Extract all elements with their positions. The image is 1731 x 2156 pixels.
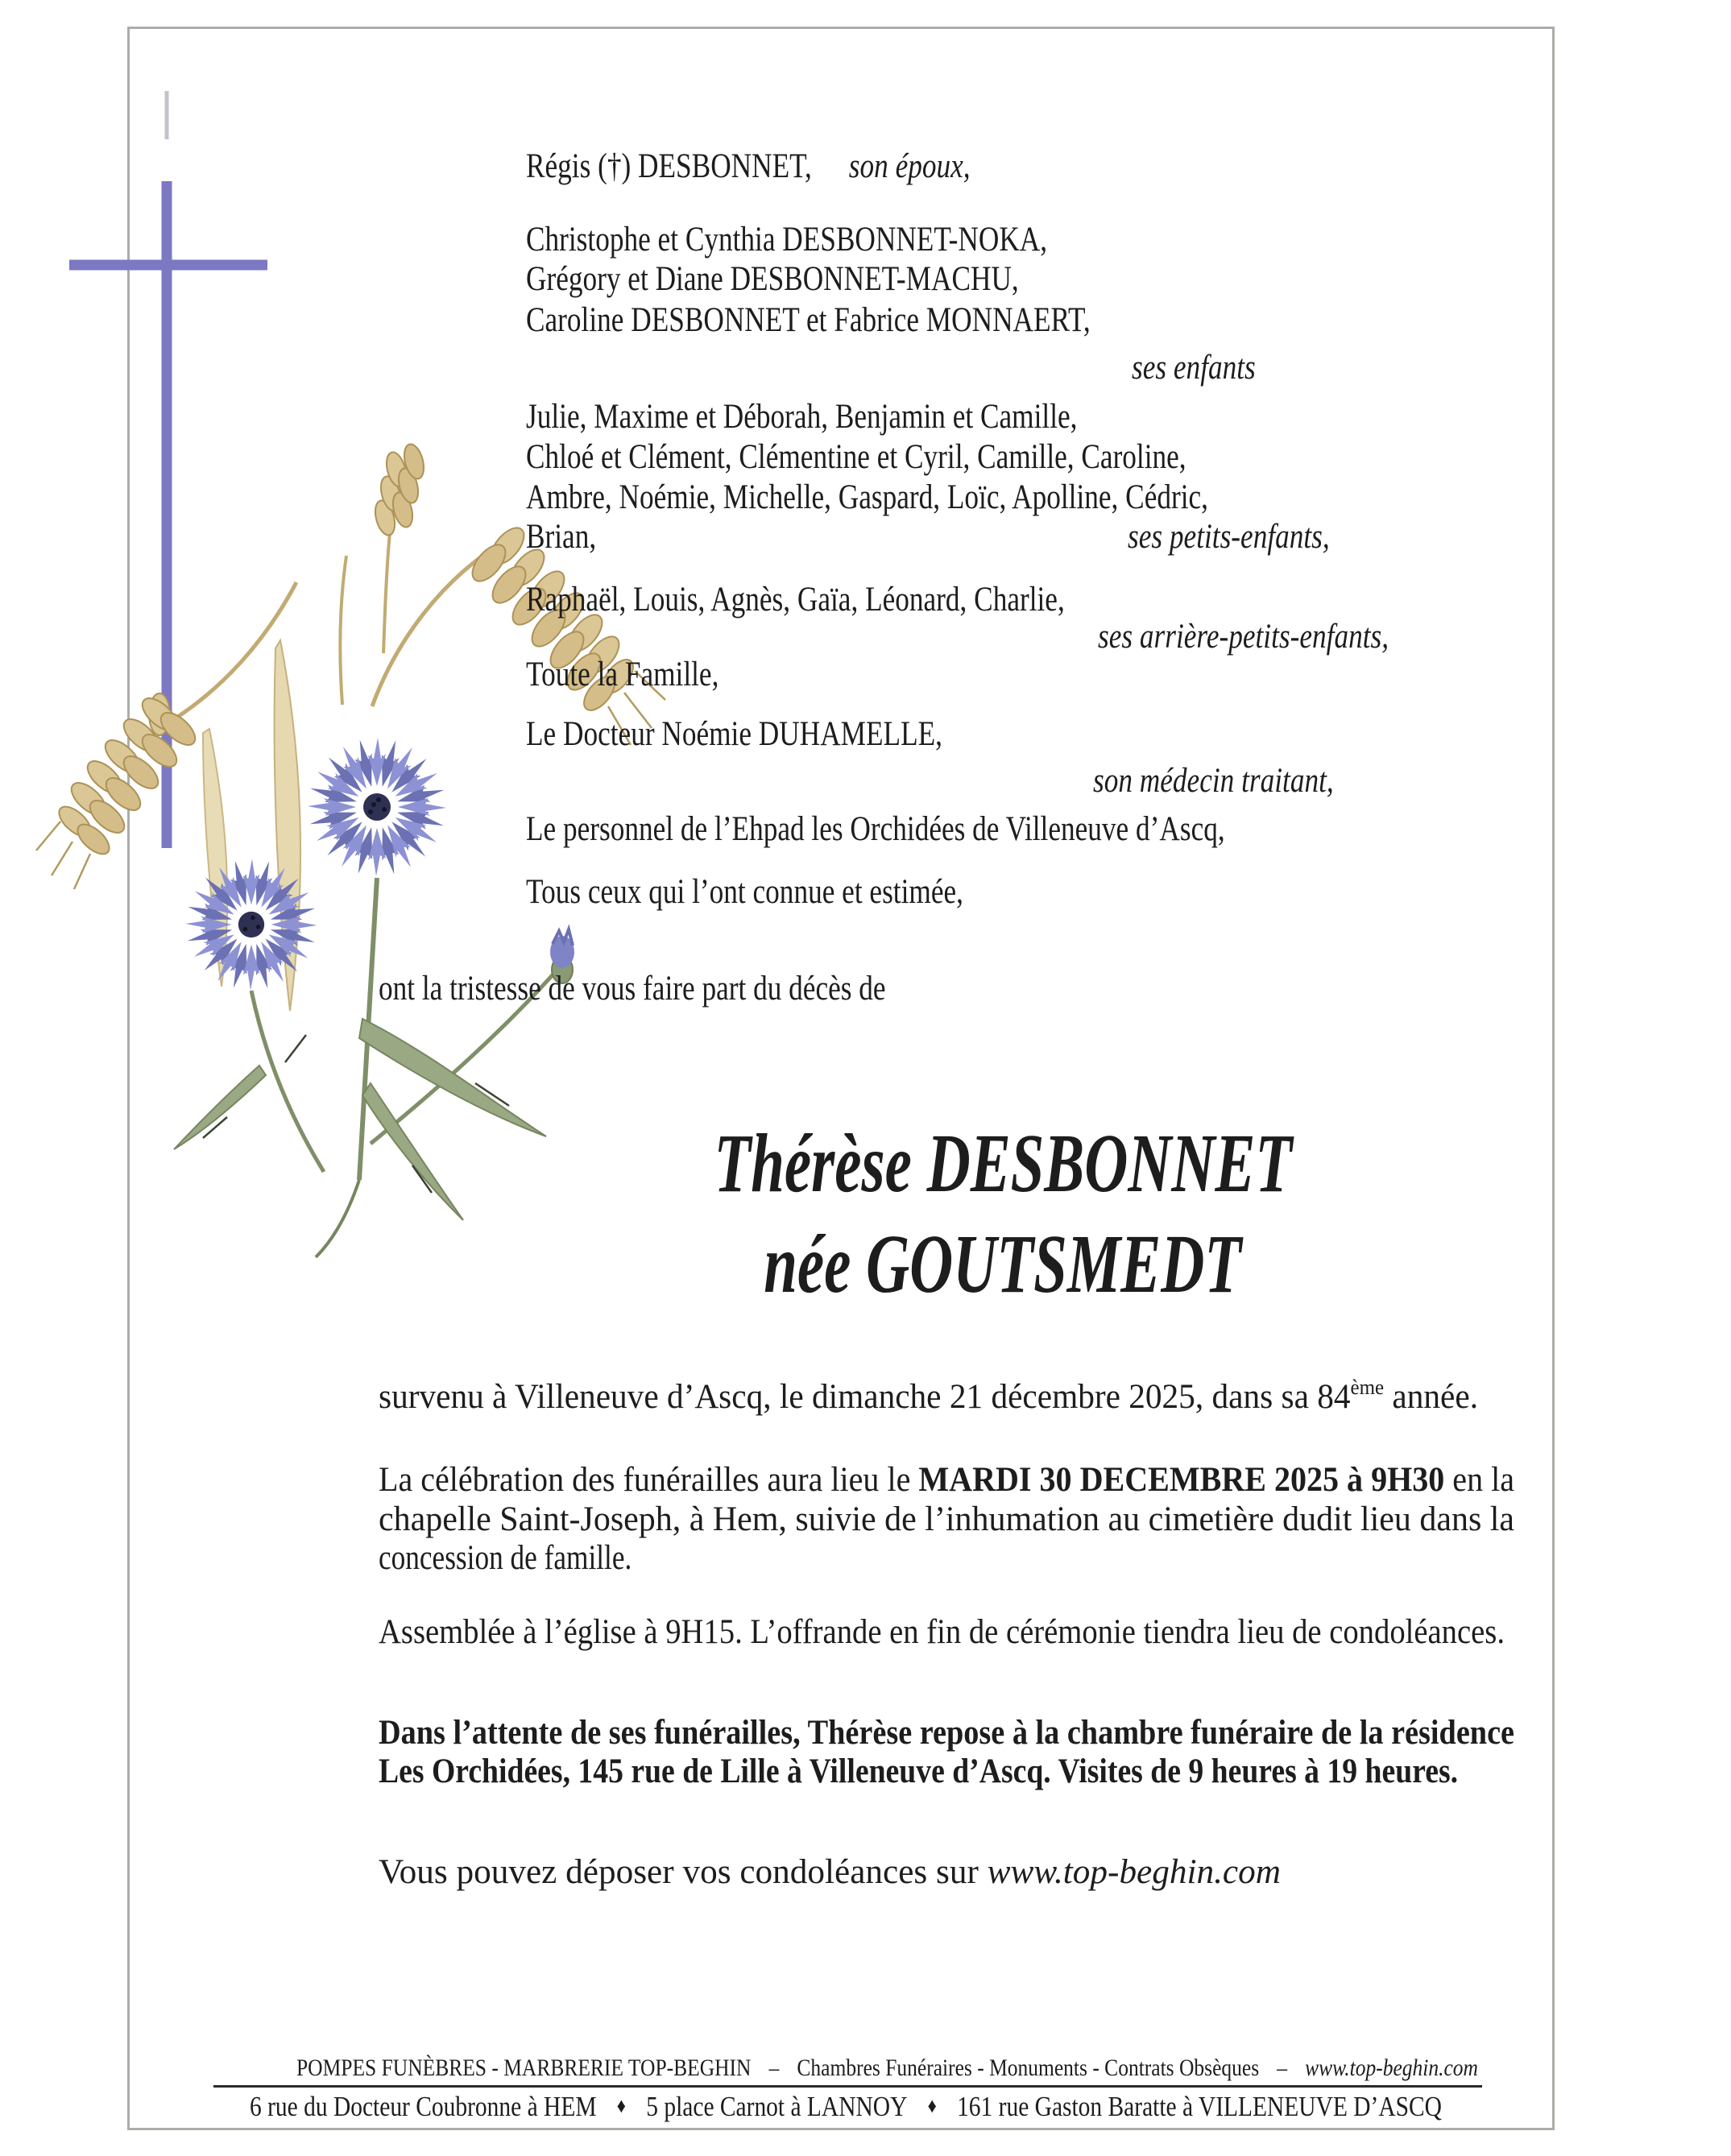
grandchildren-line: Chloé et Clément, Clémentine et Cyril, Camille, Caroline, [526, 438, 1186, 476]
repose-line-2: Les Orchidées, 145 rue de Lille à Villeneuve d’Ascq. Visites de 9 heures à 19 heures. [379, 1753, 1459, 1790]
footer-address-villeneuve: 161 rue Gaston Baratte à VILLENEUVE D’ASCQ [957, 2091, 1442, 2122]
children-line: Caroline DESBONNET et Fabrice MONNAERT, [526, 301, 1091, 339]
grandchildren-line: Julie, Maxime et Déborah, Benjamin et Camille, [526, 398, 1078, 436]
children-relation-label: ses enfants [1132, 349, 1256, 387]
doctor-line: Le Docteur Noémie DUHAMELLE, [526, 715, 942, 753]
wheat-head-middle [372, 442, 428, 537]
footer-address-hem: 6 rue du Docteur Coubronne à HEM [250, 2091, 597, 2122]
ceremony-text: La célébration des funérailles aura lieu le [379, 1461, 919, 1499]
acquaintances-line: Tous ceux qui l’ont connue et estimée, [526, 873, 963, 911]
staff-line: Le personnel de l’Ehpad les Orchidées de Villeneuve d’Ascq, [526, 810, 1225, 848]
ceremony-text-end: en la [1444, 1461, 1515, 1499]
footer-address-lannoy: 5 place Carnot à LANNOY [646, 2091, 908, 2122]
ceremony-line-1 [379, 1460, 1514, 1500]
deceased-maiden-name-wrap [379, 1217, 1627, 1312]
ordinal-superscript: ème [1350, 1376, 1385, 1399]
death-text-end: année. [1384, 1378, 1479, 1416]
great-grandchildren-relation-label: ses arrière-petits-enfants, [1098, 618, 1389, 656]
cornflower-top [308, 738, 446, 876]
footer-address-line [250, 2091, 1442, 2125]
announcement-line: ont la tristesse de vous faire part du décès de [379, 970, 886, 1008]
ceremony-date-bold: MARDI 30 DECEMBRE 2025 à 9H30 [918, 1461, 1445, 1499]
footer-divider-line [213, 2085, 1482, 2088]
spouse-line [526, 147, 971, 187]
footer-services: Chambres Funéraires - Monuments - Contrats Obsèques [797, 2055, 1260, 2081]
doctor-relation-label: son médecin traitant, [1093, 762, 1334, 800]
condolences-line [379, 1852, 1281, 1893]
deceased-maiden-name: née GOUTSMEDT [764, 1218, 1242, 1310]
wheat-head-left [36, 693, 201, 889]
children-line: Grégory et Diane DESBONNET-MACHU, [526, 260, 1019, 298]
whole-family-line: Toute la Famille, [526, 656, 719, 693]
footer-company: POMPES FUNÈBRES - MARBRERIE TOP-BEGHIN [296, 2055, 752, 2081]
diamond-icon: ♦ [616, 2094, 626, 2117]
death-text: survenu à Villeneuve d’Ascq, le dimanche 21 décembre 2025, dans sa 84 [379, 1378, 1351, 1416]
great-grandchildren-line: Raphaël, Louis, Agnès, Gaïa, Léonard, Charlie, [526, 581, 1065, 619]
deceased-name: Thérèse DESBONNET [714, 1117, 1292, 1210]
diamond-icon: ♦ [927, 2094, 937, 2117]
grandchildren-line: Ambre, Noémie, Michelle, Gaspard, Loïc, Apolline, Cédric, [526, 478, 1208, 516]
grandchildren-relation-label: ses petits-enfants, [1128, 518, 1330, 556]
footer-dash: – [768, 2055, 780, 2081]
condolences-text: Vous pouvez déposer vos condoléances sur [379, 1853, 988, 1891]
footer-company-line [296, 2054, 1478, 2083]
deceased-name-wrap [379, 1116, 1627, 1211]
assembly-line: Assemblée à l’église à 9H15. L’offrande en fin de cérémonie tiendra lieu de condoléances. [379, 1613, 1505, 1651]
repose-line-1: Dans l’attente de ses funérailles, Thérèse repose à la chambre funéraire de la résidence [379, 1714, 1515, 1752]
footer-dash: – [1277, 2055, 1288, 2081]
children-line: Christophe et Cynthia DESBONNET-NOKA, [526, 221, 1048, 259]
ceremony-line-3: concession de famille. [379, 1539, 632, 1577]
condolences-website-link: www.top-beghin.com [987, 1853, 1281, 1891]
spouse-name: Régis (†) DESBONNET, [526, 147, 812, 185]
ceremony-line-2: chapelle Saint-Joseph, à Hem, suivie de l’inhumation au cimetière dudit lieu dans la [379, 1500, 1515, 1538]
death-details-line [379, 1377, 1478, 1421]
grandchildren-line: Brian, [526, 518, 597, 556]
footer-website-link: www.top-beghin.com [1305, 2055, 1478, 2081]
spouse-relation-label: son époux, [848, 147, 971, 185]
